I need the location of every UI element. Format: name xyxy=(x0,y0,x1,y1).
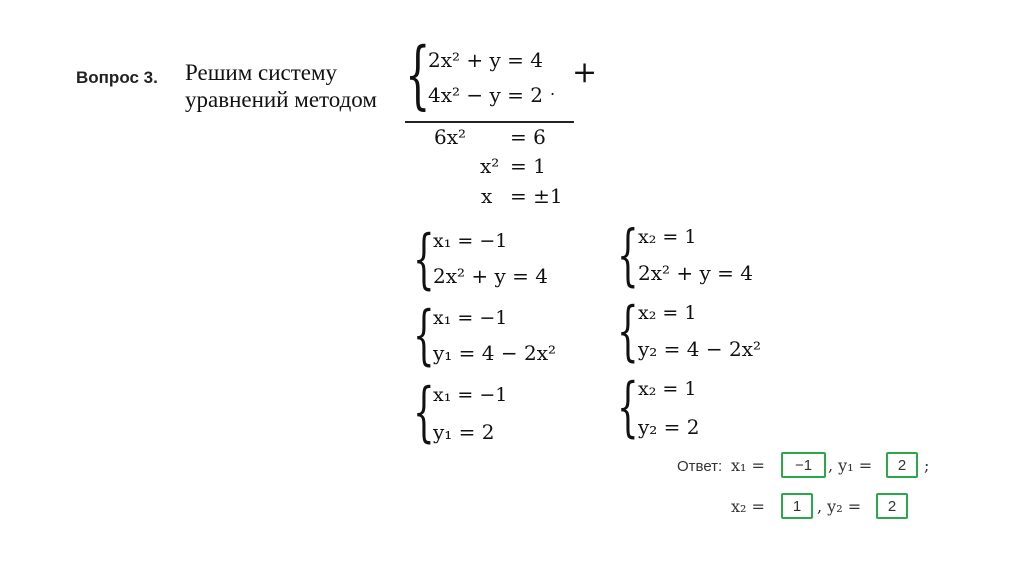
left-system-2-top: x₁ = −1 xyxy=(433,307,508,329)
sum-line1-lhs: 6x² xyxy=(434,125,467,149)
answer-x2-label: x₂ = xyxy=(731,497,765,516)
system-dot: . xyxy=(550,80,556,99)
right-system-1-brace: { xyxy=(617,217,639,296)
right-system-3-brace: { xyxy=(617,370,639,447)
answer-y1-label: , y₁ = xyxy=(828,456,873,475)
system-brace: { xyxy=(405,33,431,119)
left-system-3-brace: { xyxy=(413,375,435,452)
sum-line3-rhs: = ±1 xyxy=(510,184,563,208)
system-eq-2: 4x² − y = 2 xyxy=(428,83,543,107)
system-eq-1: 2x² + y = 4 xyxy=(428,48,543,72)
question-label: Вопрос 3. xyxy=(76,68,158,87)
right-system-1-top: x₂ = 1 xyxy=(638,226,697,248)
answer-y2-label: , y₂ = xyxy=(817,497,862,516)
right-system-1-bottom: 2x² + y = 4 xyxy=(638,261,753,285)
answer-y2-box[interactable]: 2 xyxy=(876,493,908,519)
left-system-2-brace: { xyxy=(413,298,435,375)
answer-label: Ответ: xyxy=(677,458,723,475)
right-system-2-bottom: y₂ = 4 − 2x² xyxy=(638,337,762,361)
sum-line2-lhs: x² xyxy=(480,154,500,178)
sum-line xyxy=(405,121,574,123)
answer-x1-box[interactable]: −1 xyxy=(781,452,826,478)
left-system-1-brace: { xyxy=(413,222,435,299)
statement-line-2: уравнений методом xyxy=(185,87,377,112)
left-system-3-top: x₁ = −1 xyxy=(433,384,508,406)
answer-x2-box[interactable]: 1 xyxy=(781,493,813,519)
right-system-2-top: x₂ = 1 xyxy=(638,302,697,324)
plus-operator: + xyxy=(572,55,598,90)
answer-x1-label: x₁ = xyxy=(731,456,765,475)
sum-line1-rhs: = 6 xyxy=(510,125,546,149)
right-system-3-bottom: y₂ = 2 xyxy=(638,415,700,439)
left-system-3-bottom: y₁ = 2 xyxy=(433,420,495,444)
answer-y1-box[interactable]: 2 xyxy=(886,452,918,478)
left-system-2-bottom: y₁ = 4 − 2x² xyxy=(433,341,557,365)
sum-line2-rhs: = 1 xyxy=(510,154,546,178)
left-system-1-top: x₁ = −1 xyxy=(433,230,508,252)
answer-semicolon: ; xyxy=(924,456,930,475)
sum-line3-lhs: x xyxy=(481,184,493,208)
statement-line-1: Решим систему xyxy=(185,60,338,85)
right-system-2-brace: { xyxy=(617,294,639,371)
right-system-3-top: x₂ = 1 xyxy=(638,378,697,400)
left-system-1-bottom: 2x² + y = 4 xyxy=(433,264,548,288)
